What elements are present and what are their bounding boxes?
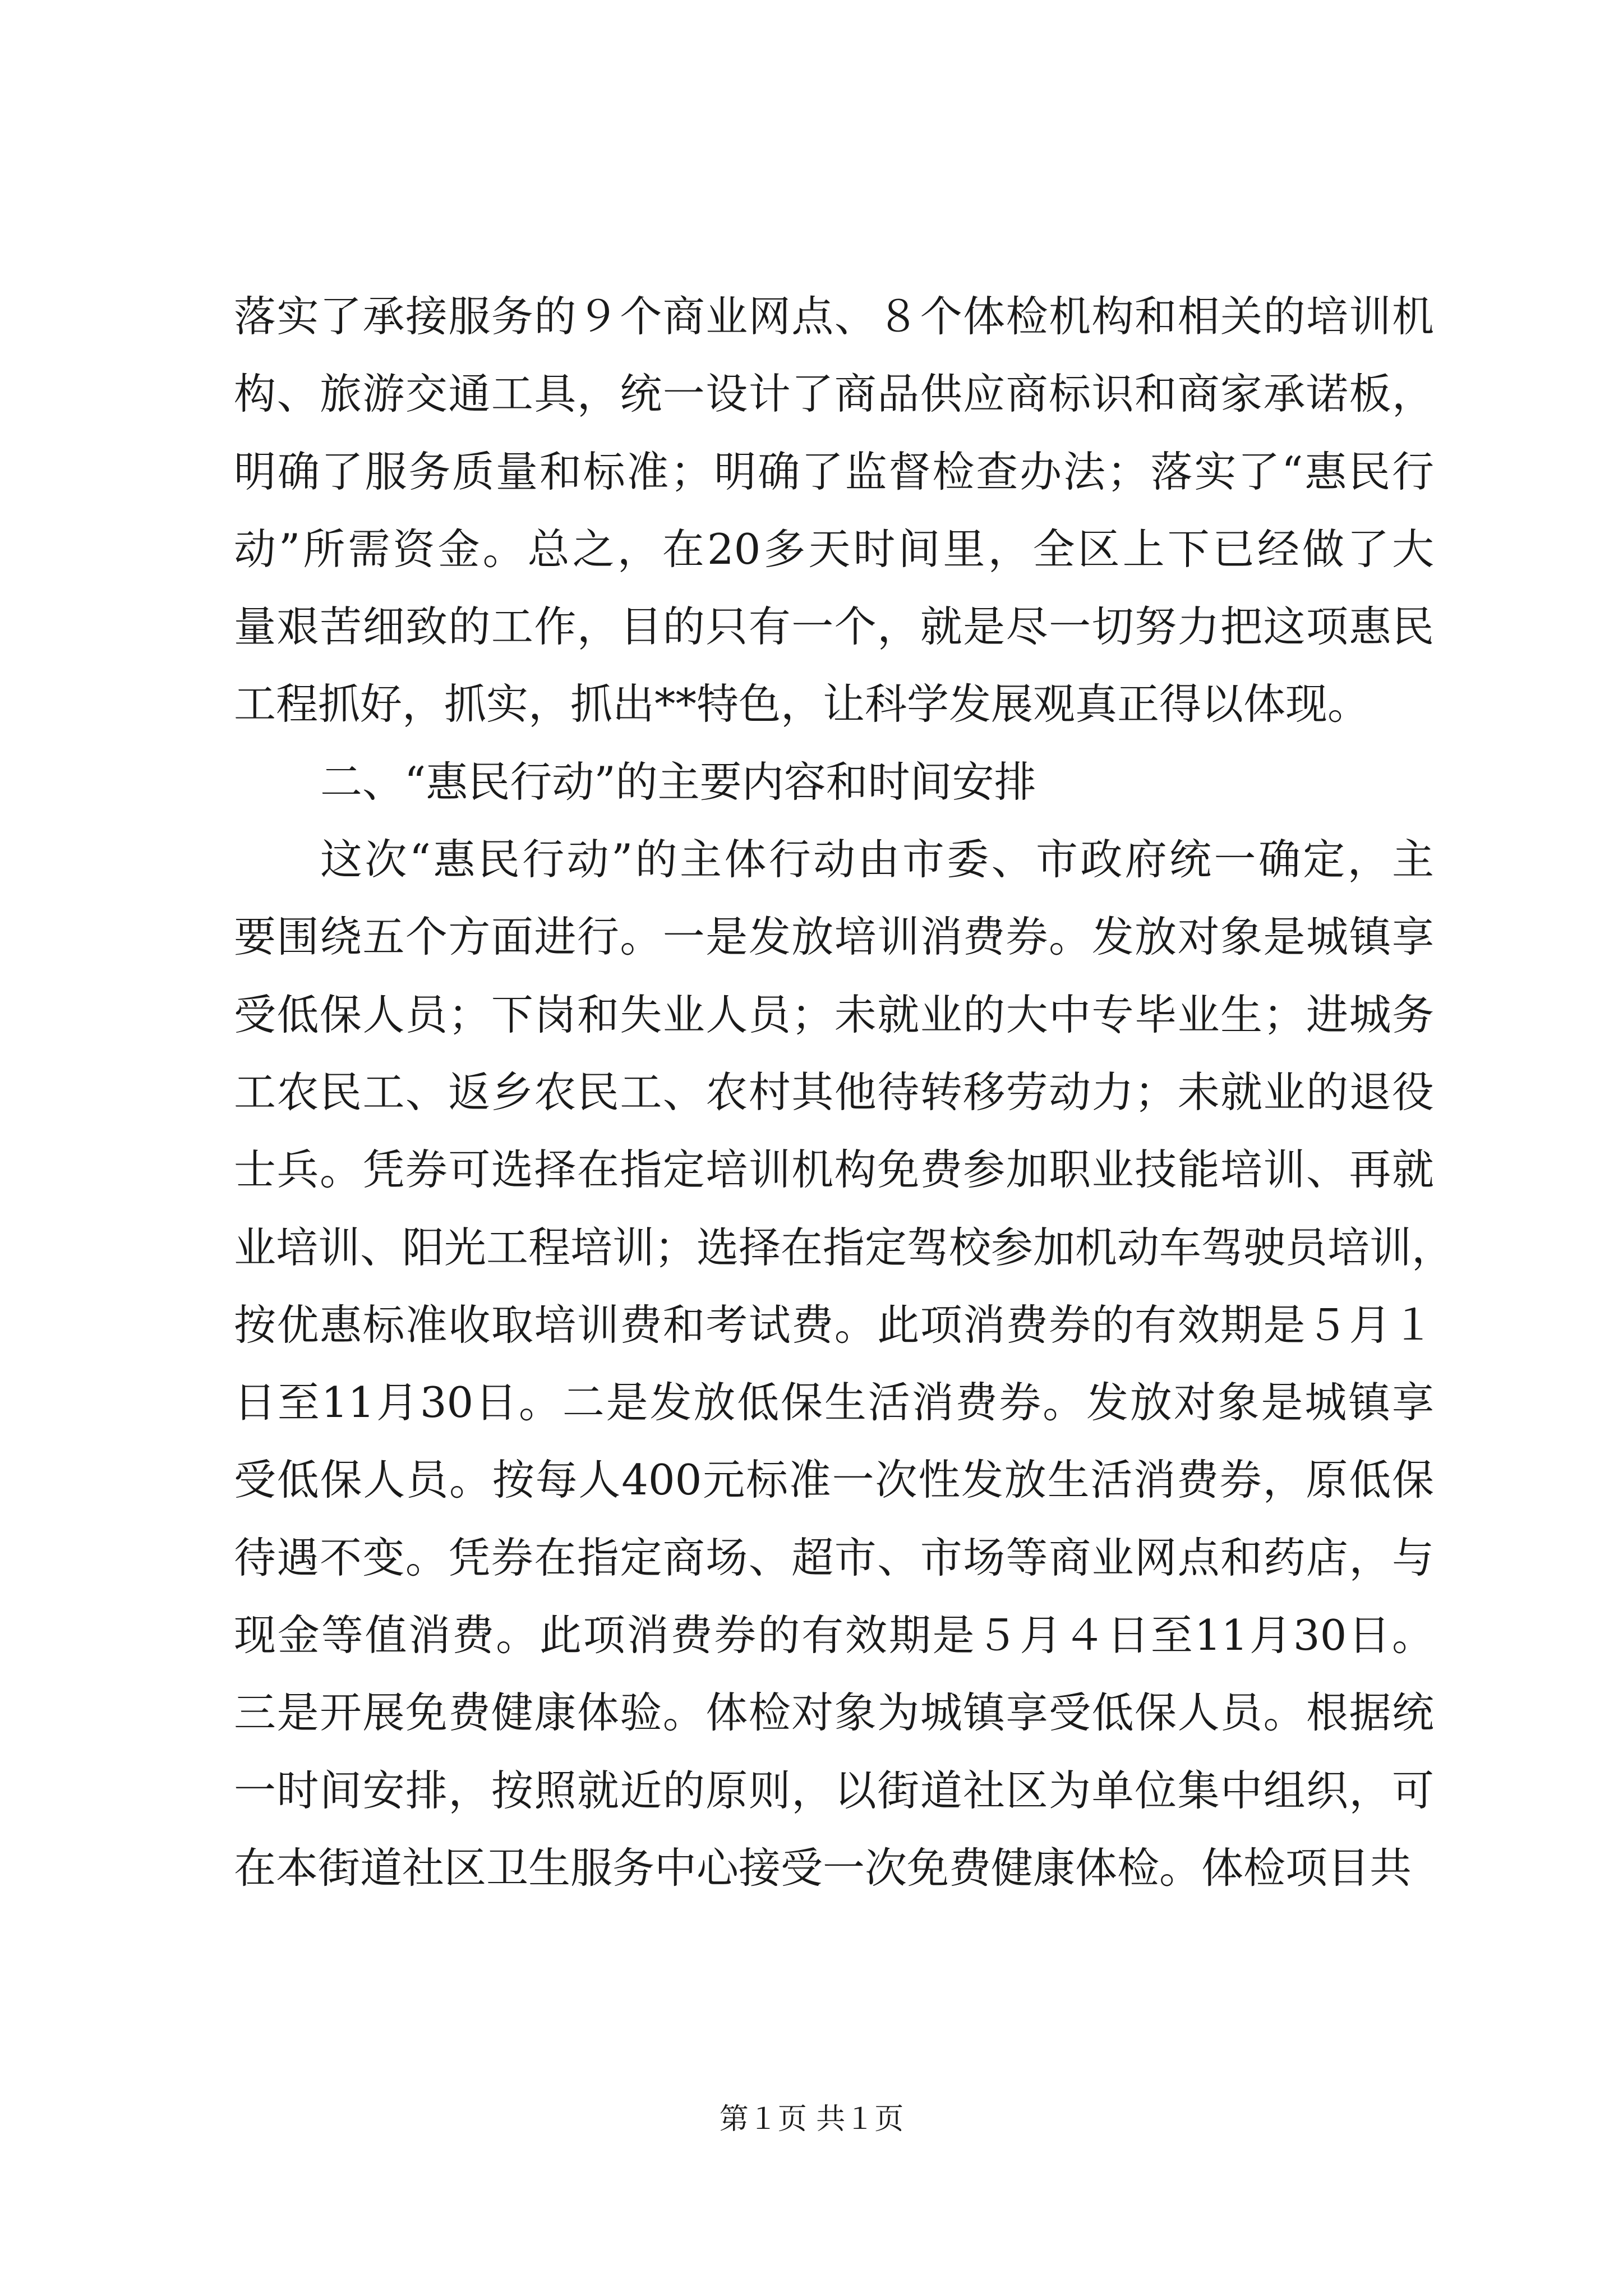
text-line: 待遇不变。凭券在指定商场、超市、市场等商业网点和药店，与 — [234, 1533, 1434, 1582]
text-line: 这次“惠民行动”的主体行动由市委、市政府统一确定，主 — [320, 835, 1434, 885]
text-line: 动”所需资金。总之，在20多天时间里，全区上下已经做了大 — [234, 524, 1434, 574]
body-paragraph — [234, 278, 1434, 743]
text-line: 日至11月30日。二是发放低保生活消费券。发放对象是城镇享 — [234, 1378, 1434, 1428]
text-line: 工程抓好，抓实，抓出**特色，让科学发展观真正得以体现。 — [234, 679, 1370, 729]
text-line: 按优惠标准收取培训费和考试费。此项消费券的有效期是５月１ — [234, 1300, 1434, 1350]
text-line: 明确了服务质量和标准；明确了监督检查办法；落实了“惠民行 — [234, 447, 1434, 496]
text-line: 二、“惠民行动”的主要内容和时间安排 — [320, 757, 1036, 807]
text-line: 受低保人员；下岗和失业人员；未就业的大中专毕业生；进城务 — [234, 990, 1434, 1039]
text-line: 在本街道社区卫生服务中心接受一次免费健康体检。体检项目共 — [234, 1843, 1412, 1893]
section-heading — [234, 743, 1434, 821]
text-line: 工农民工、返乡农民工、农村其他待转移劳动力；未就业的退役 — [234, 1067, 1434, 1117]
text-line: 要围绕五个方面进行。一是发放培训消费券。发放对象是城镇享 — [234, 912, 1434, 962]
text-line: 一时间安排，按照就近的原则，以街道社区为单位集中组织，可 — [234, 1765, 1434, 1815]
text-line: 士兵。凭券可选择在指定培训机构免费参加职业技能培训、再就 — [234, 1145, 1434, 1195]
text-line: 量艰苦细致的工作，目的只有一个，就是尽一切努力把这项惠民 — [234, 602, 1434, 652]
text-line: 受低保人员。按每人400元标准一次性发放生活消费券，原低保 — [234, 1455, 1434, 1505]
document-body — [234, 278, 1454, 1907]
text-line: 构、旅游交通工具，统一设计了商品供应商标识和商家承诺板， — [234, 369, 1434, 419]
text-line: 落实了承接服务的９个商业网点、８个体检机构和相关的培训机 — [234, 292, 1434, 341]
page-footer: 第１页 共１页 — [719, 2102, 904, 2136]
body-paragraph — [234, 821, 1454, 1907]
text-line: 业培训、阳光工程培训；选择在指定驾校参加机动车驾驶员培训， — [234, 1222, 1454, 1272]
text-line: 三是开展免费健康体验。体检对象为城镇享受低保人员。根据统 — [234, 1688, 1434, 1738]
text-line: 现金等值消费。此项消费券的有效期是５月４日至11月30日。 — [234, 1611, 1434, 1660]
